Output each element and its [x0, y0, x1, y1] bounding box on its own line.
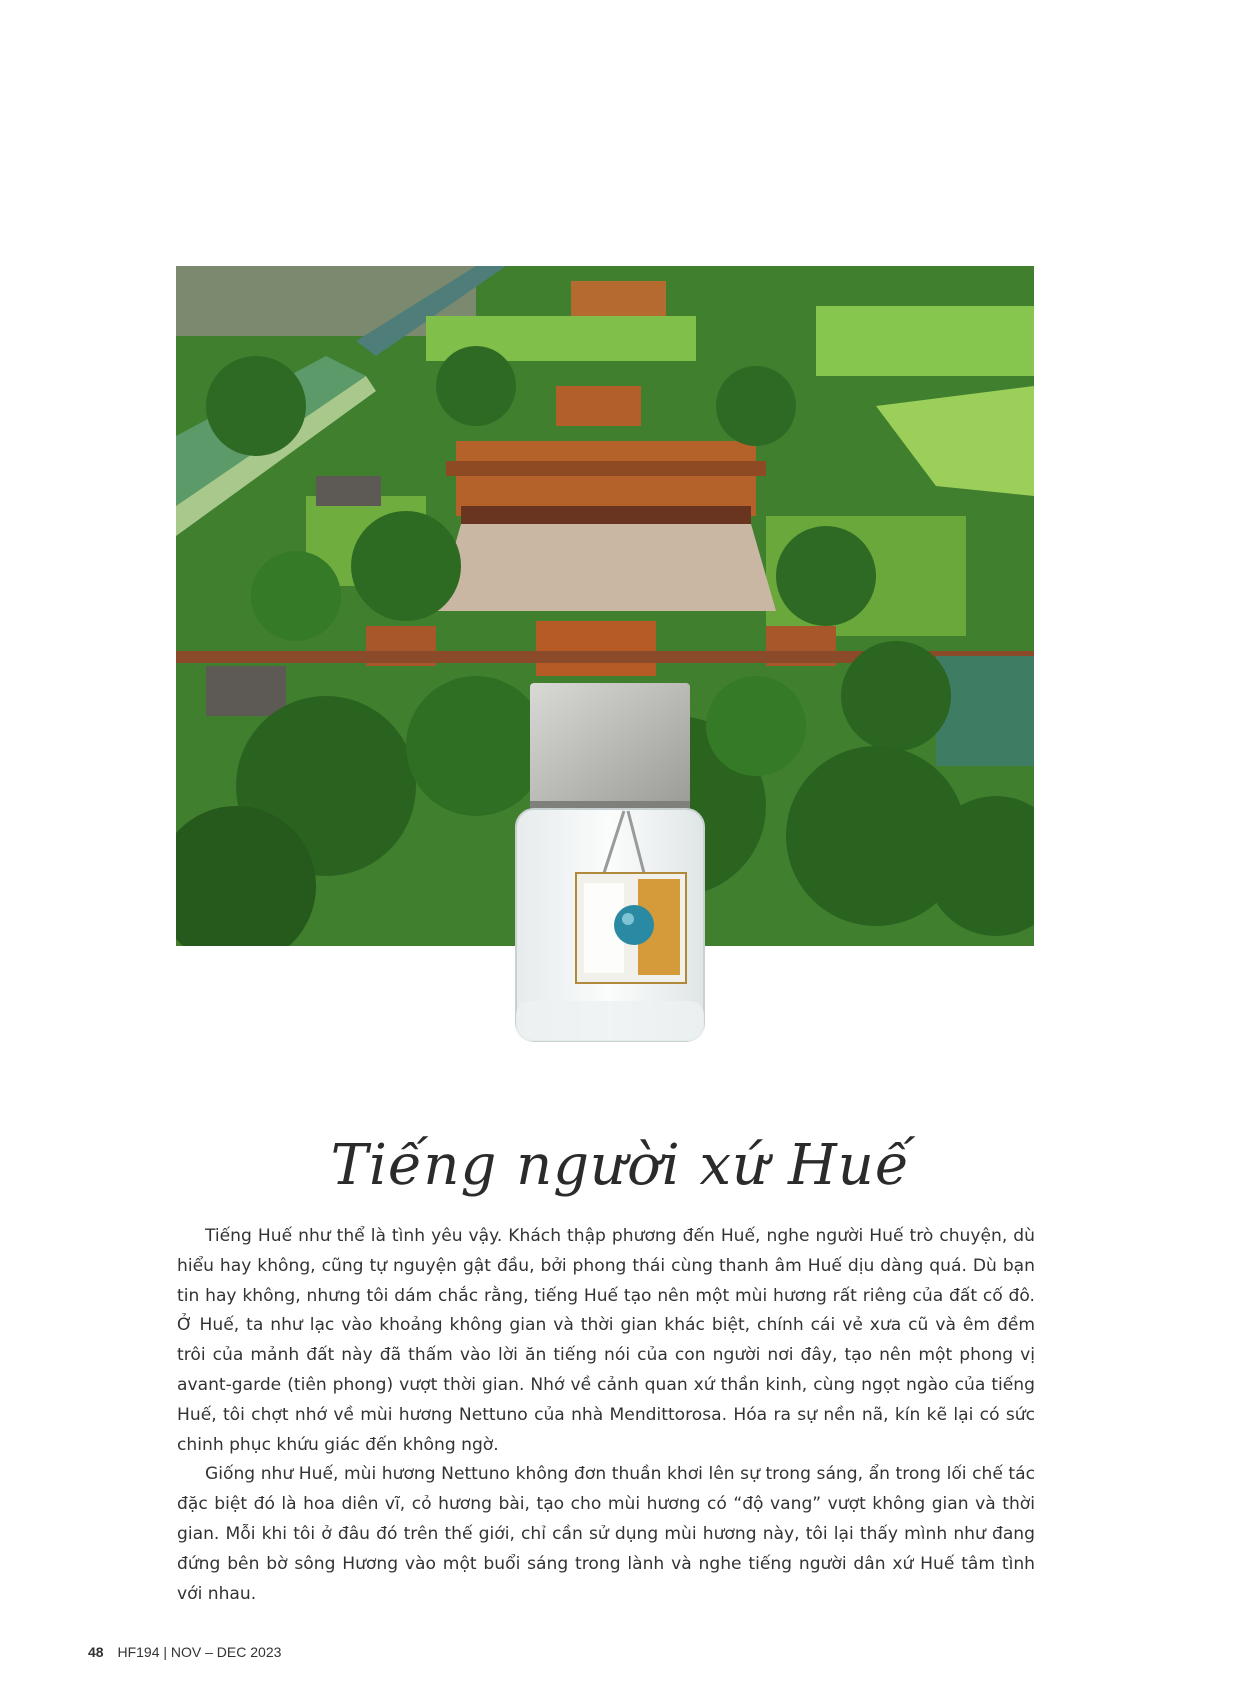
issue-info: HF194 | NOV – DEC 2023 — [117, 1644, 282, 1660]
article-title: Tiếng người xứ Huế — [330, 1133, 911, 1198]
page-number: 48 — [88, 1644, 104, 1660]
nettuno-perfume-bottle — [506, 683, 714, 1051]
article-body — [177, 1222, 1035, 1609]
paragraph: Giống như Huế, mùi hương Nettuno không đơn thuần khơi lên sự trong sáng, ẩn trong lối chế tác đặc biệt đó là hoa diên vĩ, cỏ hương bài, tạo cho mùi hương có “độ vang” vượt không gian và thời gian. Mỗi khi tôi ở đâu đó trên thế giới, chỉ cần sử dụng mùi hương này, tôi lại thấy mình như đang đứng bên bờ sông Hương vào một buổi sáng trong lành và nghe tiếng người dân xứ Huế tâm tình với nhau. — [177, 1464, 1035, 1604]
paragraph: Tiếng Huế như thể là tình yêu vậy. Khách thập phương đến Huế, nghe người Huế trò chuyện, dù hiểu hay không, cũng tự nguyện gật đầu, bởi phong thái cùng thanh âm Huế dịu dàng quá. Dù bạn tin hay không, nhưng tôi dám chắc rằng, tiếng Huế tạo nên một mùi hương rất riêng của đất cố đô. Ở Huế, ta như lạc vào khoảng không gian và thời gian khác biệt, chính cái vẻ xưa cũ và êm đềm trôi của mảnh đất này đã thấm vào lời ăn tiếng nói của con người nơi đây, tạo nên một phong vị avant-garde (tiên phong) vượt thời gian. Nhớ về cảnh quan xứ thần kinh, cùng ngọt ngào của tiếng Huế, tôi chợt nhớ về mùi hương Nettuno của nhà Mendittorosa. Hóa ra sự nền nã, kín kẽ lại có sức chinh phục khứu giác đến không ngờ. — [177, 1226, 1035, 1455]
page-footer — [88, 1644, 281, 1660]
